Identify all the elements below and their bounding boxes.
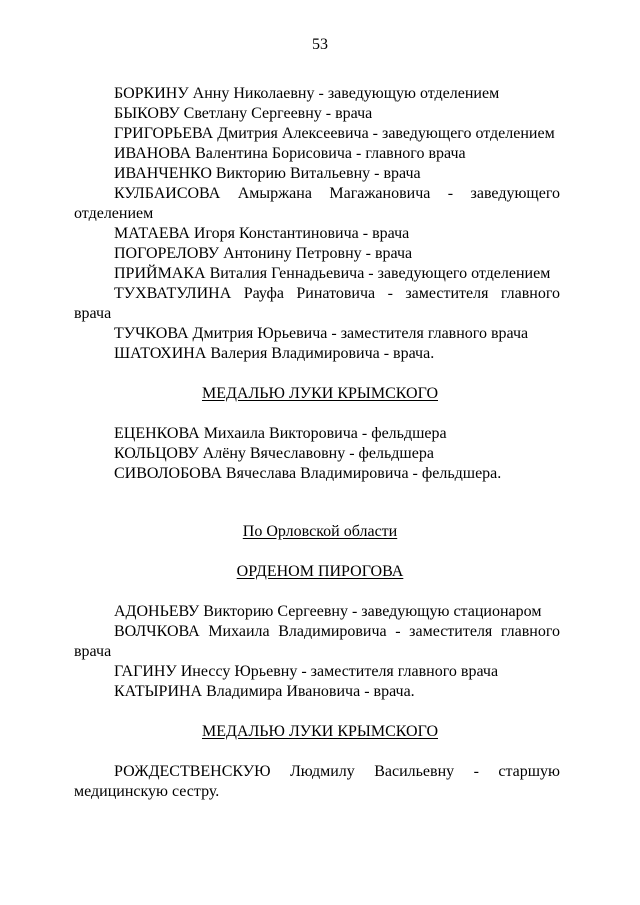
list-item: ГАГИНУ Инессу Юрьевну - заместителя главного врача <box>114 663 499 680</box>
award-heading-text: МЕДАЛЬЮ ЛУКИ КРЫМСКОГО <box>201 723 438 740</box>
list-item: ИВАНЧЕНКО Викторию Витальевну - врача <box>114 165 421 182</box>
region-heading <box>0 522 640 542</box>
list-item: РОЖДЕСТВЕНСКУЮ Людмилу Васильевну - старшую <box>114 763 560 780</box>
list-item: ПОГОРЕЛОВУ Антонину Петровну - врача <box>114 245 413 262</box>
page-number: 53 <box>312 36 328 53</box>
award-heading <box>0 722 640 742</box>
list-item: ШАТОХИНА Валерия Владимировича - врача. <box>114 345 435 362</box>
list-item: БЫКОВУ Светлану Сергеевну - врача <box>114 105 373 122</box>
list-item: КОЛЬЦОВУ Алёну Вячеславовну - фельдшера <box>114 445 434 462</box>
region-heading-text: По Орловской области <box>242 523 398 540</box>
list-item: ТУХВАТУЛИНА Рауфа Ринатовича - заместителя главного <box>114 285 560 302</box>
list-item: ИВАНОВА Валентина Борисовича - главного врача <box>114 145 466 162</box>
list-item: АДОНЬЕВУ Викторию Сергеевну - заведующую стационаром <box>114 603 542 620</box>
list-item: МАТАЕВА Игоря Константиновича - врача <box>114 225 410 242</box>
list-item-continuation: отделением <box>74 205 154 222</box>
list-item-continuation: врача <box>74 305 112 322</box>
list-item: ТУЧКОВА Дмитрия Юрьевича - заместителя главного врача <box>114 325 529 342</box>
award-heading <box>0 384 640 404</box>
list-item: ЕЦЕНКОВА Михаила Викторовича - фельдшера <box>114 425 447 442</box>
list-item: ВОЛЧКОВА Михаила Владимировича - заместителя главного <box>114 623 560 640</box>
award-heading-text: ОРДЕНОМ ПИРОГОВА <box>236 563 404 580</box>
list-item-continuation: медицинскую сестру. <box>74 783 220 800</box>
list-item: ПРИЙМАКА Виталия Геннадьевича - заведующего отделением <box>114 265 551 282</box>
list-item: КАТЫРИНА Владимира Ивановича - врача. <box>114 683 415 700</box>
list-item: СИВОЛОБОВА Вячеслава Владимировича - фельдшера. <box>114 465 502 482</box>
list-item-continuation: врача <box>74 643 112 660</box>
list-item: ГРИГОРЬЕВА Дмитрия Алексеевича - заведующего отделением <box>114 125 555 142</box>
list-item: БОРКИНУ Анну Николаевну - заведующую отделением <box>114 85 500 102</box>
list-item: КУЛБАИСОВА Амыржана Магажановича - заведующего <box>114 185 560 202</box>
award-heading <box>0 562 640 582</box>
award-heading-text: МЕДАЛЬЮ ЛУКИ КРЫМСКОГО <box>201 385 438 402</box>
